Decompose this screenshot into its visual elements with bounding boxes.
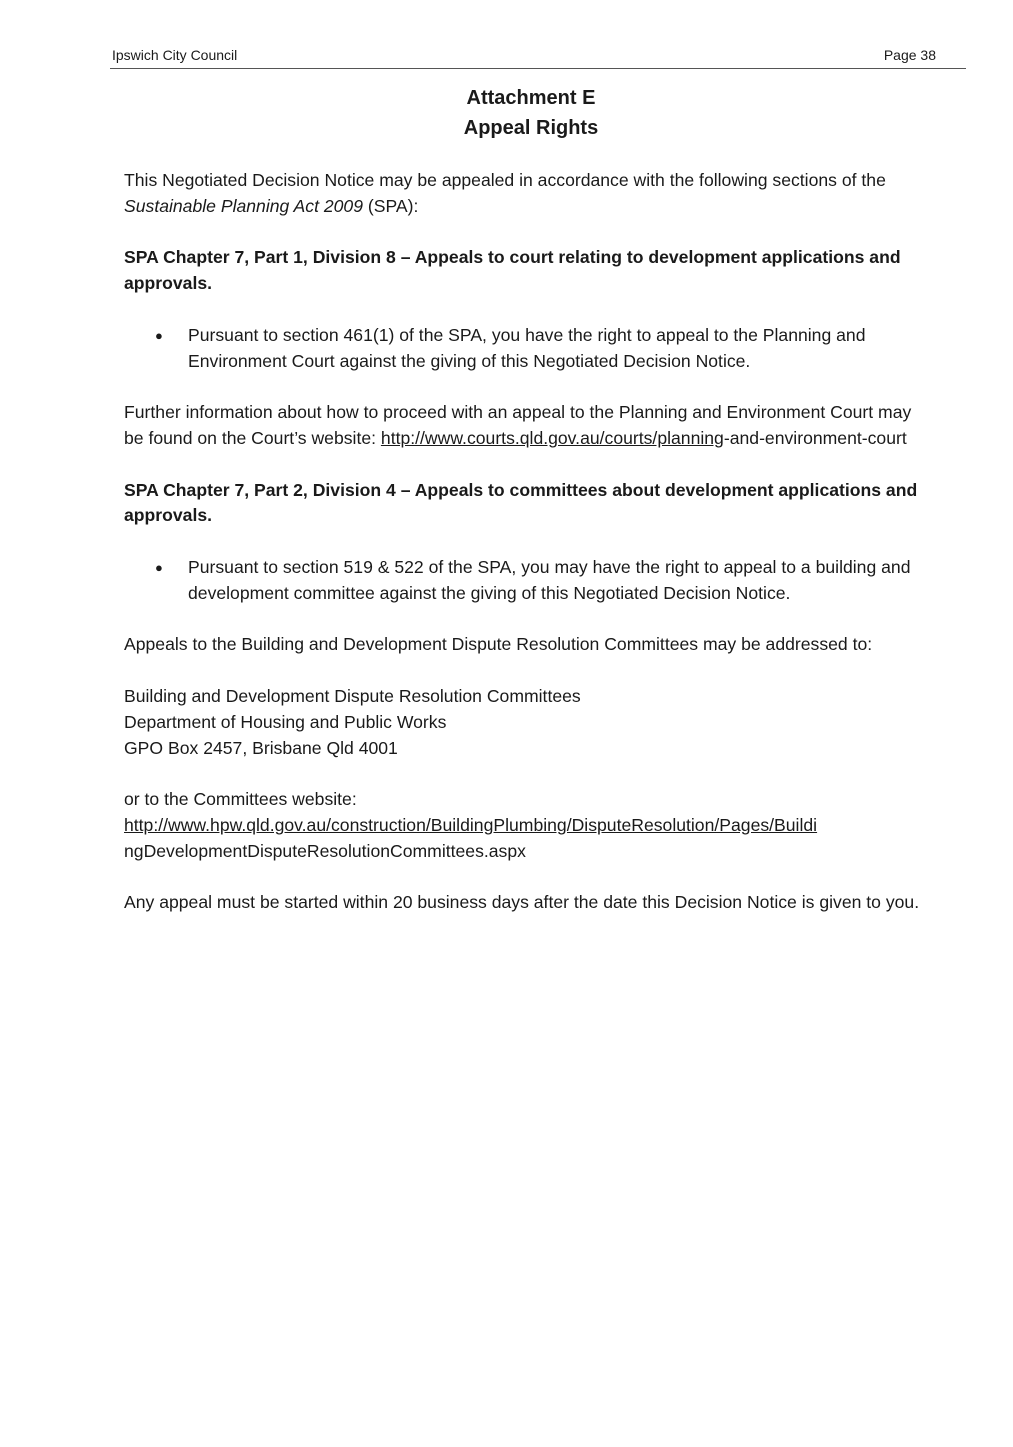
address-line-2: Department of Housing and Public Works bbox=[124, 711, 447, 732]
page-header bbox=[110, 44, 966, 69]
committee-website-link[interactable]: http://www.hpw.qld.gov.au/construction/BuildingPlumbing/DisputeResolution/Pages/Buildi bbox=[124, 814, 818, 835]
intro-text: This Negotiated Decision Notice may be appealed in accordance with the following sections of the bbox=[124, 170, 886, 190]
section2-bullet-text: Pursuant to section 519 & 522 of the SPA, you may have the right to appeal to a building and development committee against the giving of this Negotiated Decision Notice. bbox=[188, 556, 911, 603]
section2-heading: SPA Chapter 7, Part 2, Division 4 – Appeals to committees about development applications and approvals. bbox=[124, 479, 918, 526]
website-intro: or to the Committees website: bbox=[124, 789, 357, 810]
section1-bullet-text: Pursuant to section 461(1) of the SPA, you have the right to appeal to the Planning and Environment Court against the giving of this Negotiated Decision Notice. bbox=[188, 324, 866, 371]
court-info-text: Further information about how to proceed with an appeal to the Planning and Environment Court may be found on the Court’s website: bbox=[124, 402, 912, 448]
bullet-icon: ● bbox=[155, 559, 163, 575]
bullet-icon: ● bbox=[155, 327, 163, 343]
address-line-3: GPO Box 2457, Brisbane Qld 4001 bbox=[124, 737, 398, 758]
committee-address bbox=[124, 684, 934, 761]
section2-bullet-list bbox=[124, 555, 934, 607]
list-item bbox=[124, 323, 934, 375]
section1-heading: SPA Chapter 7, Part 1, Division 8 – Appeals to court relating to development applications and approvals. bbox=[124, 247, 901, 294]
committee-website-link-continuation[interactable]: ngDevelopmentDisputeResolutionCommittees.aspx bbox=[124, 840, 526, 861]
committee-website bbox=[124, 787, 934, 864]
act-name: Sustainable Planning Act 2009 bbox=[124, 195, 363, 216]
intro-paragraph bbox=[124, 168, 934, 220]
court-website-link[interactable]: http://www.courts.qld.gov.au/courts/planning bbox=[380, 427, 724, 448]
page-number: Page 38 bbox=[883, 47, 936, 63]
document-body bbox=[124, 168, 934, 942]
appeals-address-intro: Appeals to the Building and Development Dispute Resolution Committees may be addressed to: bbox=[124, 634, 873, 655]
section-title: Appeal Rights bbox=[463, 117, 599, 139]
organization-name: Ipswich City Council bbox=[112, 47, 238, 63]
attachment-title: Attachment E bbox=[466, 87, 596, 109]
address-line-1: Building and Development Dispute Resolution Committees bbox=[124, 685, 581, 706]
court-info-paragraph bbox=[124, 400, 934, 452]
section1-bullet-list bbox=[124, 323, 934, 375]
closing-paragraph: Any appeal must be started within 20 business days after the date this Decision Notice is given to you. bbox=[124, 892, 920, 913]
list-item bbox=[124, 555, 934, 607]
court-website-link-continuation[interactable]: -and-environment-court bbox=[723, 427, 907, 448]
intro-text-end: (SPA): bbox=[363, 195, 419, 216]
